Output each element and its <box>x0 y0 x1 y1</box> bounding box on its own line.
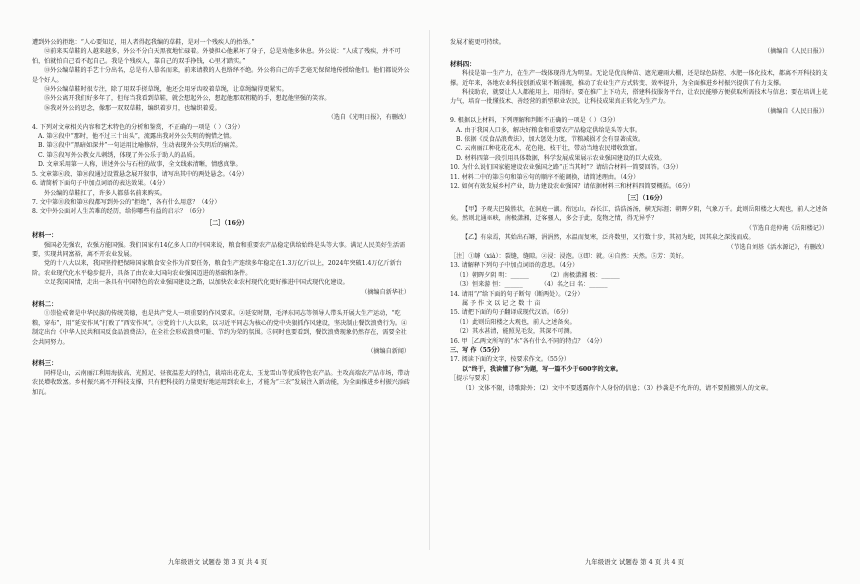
source-note: （节选自范仲淹《岳阳楼记》） <box>745 224 828 232</box>
passage-line: ⑮外公离开我们好多年了，但每当我看到草鞋，就会想起外公，想起他那双粗糙的手，想起他坚强的笑容。 <box>44 95 331 103</box>
question-11: 11. 材料二中的第⑤句和第⑥句的顺序不能调换，请简述理由。（4分） <box>450 173 640 181</box>
tips-text: （1）文体不限，诗歌除外；（2）文中不要透露你个人身份的信息；（3）抄袭是不允许的，请不要照搬别人的文章。 <box>462 384 773 392</box>
question-6-text: 外公编的草鞋扛了，许多人都慕名前来购买。 <box>44 189 166 197</box>
passage-line: ⑭外公编草鞋时很专注，除了用双手搓草绳，他还会用牙齿咬着草绳，让草绳编得更紧实。 <box>44 86 288 94</box>
q13-item: （2）南极潇湘 极：______ <box>546 271 620 279</box>
section-heading: 三、写 作（55分） <box>450 347 504 354</box>
q13-items-row-2 <box>450 280 828 289</box>
question-12: 12. 如何有效发展乡村产业，助力建设农业强国？请依据材料三和材料四简要概括。（6分） <box>450 183 695 191</box>
q13-item: （1）朝晖夕阴 明：______ <box>456 271 529 279</box>
question-8: 8. 文中外公面对人生苦难的经历，给你哪些有益的启示？（6分） <box>32 208 209 216</box>
source-note: （摘编自新华社） <box>361 288 410 296</box>
material-paragraph: 科技助农，就要让人人都能用上、用得好。要在推广上下功夫，搭建科技服务平台，让农民能够方便获取所需技术与信息；要在培训上花力气，培育一批懂技术、善经营的新型职业农民，让科技成果真正转化为生产力。 <box>450 89 828 106</box>
option-a: A. 由于我国人口多，解决好粮食和重要农产品稳定供给是头等大事。 <box>456 126 641 134</box>
material-paragraph: 立足我国国情，走出一条具有中国特色的农业强国建设之路，以加快农业农村现代化更好推进中国式现代化建设。 <box>44 279 349 287</box>
material-title: 材料二： <box>32 299 58 308</box>
annotation-note: ［注］①罅（xià）：裂缝，缝隙。②浸：浸泡。③即：就。④自然：天然。⑤芳：美好。 <box>450 252 688 260</box>
question-15: 15. 请把下面的句子翻译成现代汉语。（6分） <box>450 309 573 317</box>
page-4-column <box>450 38 828 393</box>
question-16: 16. 甲［乙两文所写的“水”各有什么不同的特点？（4分） <box>450 337 606 345</box>
option-c: C. 第⑤段写外公教女儿刺绣，体现了外公乐于助人的品质。 <box>38 151 199 159</box>
question-7: 7. 文中第⑪段和第⑫段都写到外公的“拒绝”，各有什么用意？（4分） <box>32 198 221 206</box>
material-paragraph: ①崇俭戒奢是中华民族的传统美德，也是共产党人一项重要的作风要求。②延安时期，毛泽东同志等领导人带头开展大生产运动，“吃粮，穿布”，用“延安作风”打败了“西安作风”。③党的十八大以来，以习近平同志为核心的党中央狠抓作风建设，坚决制止餐饮浪费行为。④制定出台《中华人民共和国反食品浪费法》，在全社会形成浪费可耻、节约为荣的氛围。⑤同时也要看到，餐饮浪费现象仍然存在，需要全社会共同努力。 <box>32 310 408 346</box>
question-13: 13. 请解释下列句子中加点词语的意思。（4分） <box>450 262 579 270</box>
passage-line: ⑬外公编草鞋的手艺十分出名，总是有人慕名而来，前来请教的人也络绎不绝。外公将自己的手艺毫无保留地传授给他们。他们都说外公是个好人。 <box>32 67 410 84</box>
question-17: 17. 阅读下面的文字，按要求作文。（55分） <box>450 356 570 364</box>
section-heading: ［二］（16分） <box>206 219 248 227</box>
q13-items-row-1 <box>450 271 828 280</box>
passage-line: 遭到外公的拒绝：“人心要知足，用人者得起我编的草鞋，是对一个残疾人的抬举。” <box>32 39 255 46</box>
page-3-column <box>32 38 410 397</box>
material-title: 材料一： <box>32 231 58 240</box>
classical-text-yi: 【乙】有泉焉，其始出石罅，涓涓然，水温而复寒，泛舟数里，又行数十步，其初为蛇，因其泉之深浅而成。 <box>462 234 755 242</box>
section-heading: ［三］（16分） <box>624 194 666 202</box>
option-a: A. 第②段中“那时，他不过三十出头”，流露出我对外公失明的惋惜之情。 <box>38 133 236 141</box>
question-4: 4. 下列对文章相关内容和艺术特色的分析和鉴赏，不正确的一项是（ ）（3分） <box>32 123 244 131</box>
option-b: B. 第③段中“黑暗如深井”一句运用比喻修辞，生动表现外公失明后的痛苦。 <box>38 142 242 150</box>
page-footer-4: 九年级语文 试题卷 第 4 页 共 4 页 <box>585 558 685 566</box>
source-note: （摘编自《人民日报》） <box>764 107 828 115</box>
material-title: 材料三： <box>32 359 58 368</box>
question-14: 14. 请用“/”给下面的句子断句（断两处）。（2分） <box>450 290 584 298</box>
question-5: 5. 文章第⑥段、第⑩段通过设置悬念展开叙事，请写出其中的两处悬念。（4分） <box>32 170 248 178</box>
q13-item: （4）名之曰 名：______ <box>540 281 608 289</box>
q15-item: （1）此则岳阳楼之大观也，前人之述备矣。 <box>456 318 576 326</box>
option-c: C. 云南丽江种花花花木，花色艳、枝干壮，带动当地农民增收致富。 <box>456 145 642 153</box>
page-divider <box>429 30 430 550</box>
option-d: D. 文章采用第一人称，讲述外公与石柱的故事，全文线索清晰，情感真挚。 <box>38 161 242 169</box>
page-footer-3: 九年级语文 试题卷 第 3 页 共 4 页 <box>168 558 268 566</box>
material-paragraph: 党的十八大以来，我国坚持把保障国家粮食安全作为首要任务，粮食生产连续多年稳定在1.3万亿斤以上，2024年突破1.4万亿斤新台阶。农业现代化水平稳步提升，具备了由农业大国向农业强国迈进的基础和条件。 <box>32 260 402 277</box>
passage-line: 发展才能更可持续。 <box>450 39 505 46</box>
material-paragraph: 强国必先强农，农强方能国强。我们国家有14亿多人口的中国来说，粮食和重要农产品稳定供给始终是头等大事。满足人民美好生活需要，实现共同富裕，离不开农业发展。 <box>32 241 406 258</box>
option-b: B. 依据《反食品浪费法》，加大惩处力度，节粮减损才会有显著成效。 <box>456 136 645 144</box>
question-9: 9. 根据以上材料，下列理解和判断不正确的一项是（ ）（3分） <box>450 117 619 125</box>
material-title: 材料四： <box>450 59 476 68</box>
q13-item: （3）恒来游 恒：______ <box>456 281 523 289</box>
passage-line: ⑫前来买草鞋的人越来越多，外公不分白天黑夜地忙碌着。外婆担心他累坏了身子，总是劝他多休息。外公说：“人成了残疾，并不可怕，怕就怕自己看不起自己。我是个残疾人，靠自己的双手挣钱，心里才踏实。” <box>32 48 401 65</box>
source-note: （摘编自新闻） <box>367 348 410 355</box>
material-paragraph: 同样是山，云南丽江利用海拔高、光照足、昼夜温差大的特点，栽培出花花太、玉龙雪山等优质特色农产品。主攻高端农产品市场，带动农民增收致富。乡村振兴离不开科技支撑，只有把科技的力量更好地运用到农业上，才能为“三农”发展注入新动能，为全面推进乡村振兴添砖加瓦。 <box>32 369 410 396</box>
source-note: （选自《光明日报》，有删改） <box>327 114 410 122</box>
question-14-text: 属 予 作 文 以 记 之 数 十 亩 <box>462 299 541 307</box>
option-d: D. 材料四第一段引用具体数据，科学发展成果展示农业强国建设的巨大成效。 <box>456 154 666 162</box>
question-6: 6. 请简析下面句子中加点词语的表达效果。（4分） <box>32 180 169 188</box>
passage-line: ⑯我对外公的思念，像那一双双草鞋，编织着岁月，也编织着爱。 <box>44 104 221 112</box>
essay-prompt: 以“终于，我读懂了你”为题，写一篇不少于600字的文章。 <box>462 365 622 373</box>
material-paragraph: 科技是第一生产力，在生产一线体现得尤为明显。无论是优良种苗、遮光避雨大棚，还是绿色防控、水肥一体化技术，都离不开科技的支撑。近年来，各地农业科技创新成果不断涌现，推动了农业生产方式转变、效率提升，为全面推进乡村振兴提供了有力支撑。 <box>450 70 828 87</box>
tips-title: ［提示与要求］ <box>450 375 493 383</box>
question-10: 10. 为什么说们国家能建设农业强国之路“正当其时”？请结合材料一简要回答。（3分） <box>450 164 682 172</box>
source-note: （摘编自《人民日报》） <box>764 48 828 56</box>
q15-item: （2）其水甚清，能照见毛发，其深不可测。 <box>456 328 576 336</box>
classical-text-jia: 【甲】予观夫巴陵胜状，在洞庭一湖。衔远山，吞长江，浩浩汤汤，横无际涯；朝晖夕阴，气象万千。此则岳阳楼之大观也，前人之述备矣。然则北通巫峡，南极潇湘，迁客骚人，多会于此，览物之情，得无异乎？ <box>450 205 828 223</box>
source-note: （节选自刘基《活水源记》，有删改） <box>727 243 828 251</box>
